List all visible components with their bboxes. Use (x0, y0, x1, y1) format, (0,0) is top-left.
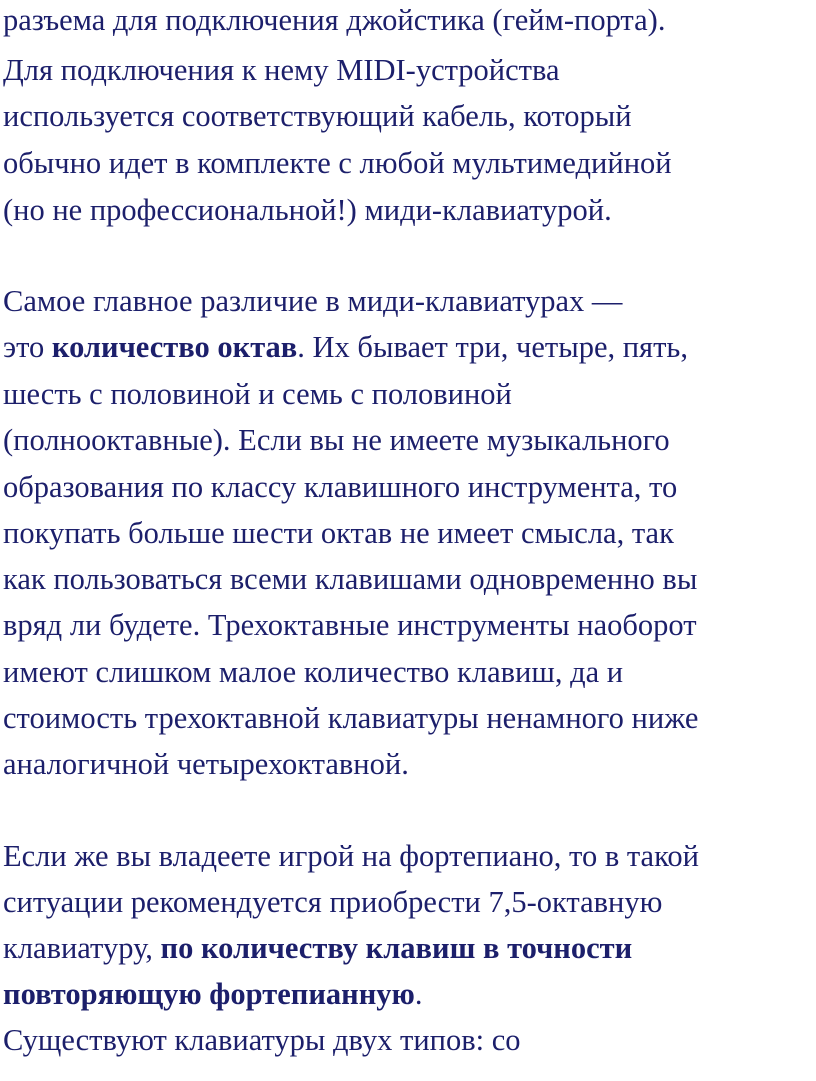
text-line (3, 329, 688, 365)
text-run: клавиатуру, (3, 931, 161, 965)
bold-emphasis: по количеству клавиш в точности (160, 931, 633, 965)
text-line: вряд ли будете. Трехоктавные инструменты наоборот (3, 608, 697, 642)
text-line: Самое главное различие в миди-клавиатурах — (3, 284, 623, 318)
text-line (3, 930, 632, 966)
bold-emphasis: количество октав (51, 330, 298, 364)
text-line: образования по классу клавишного инструмента, то (3, 470, 678, 504)
text-line: Для подключения к нему MIDI-устройства (3, 53, 560, 87)
text-line: Если же вы владеете игрой на фортепиано, то в такой (3, 839, 699, 873)
text-line (3, 976, 422, 1012)
text-line: разъема для подключения джойстика (гейм-порта). (3, 3, 666, 37)
text-line: покупать больше шести октав не имеет смысла, так (3, 516, 674, 550)
text-line: обычно идет в комплекте с любой мультимедийной (3, 146, 672, 180)
text-line: используется соответствующий кабель, который (3, 99, 632, 133)
text-line: (но не профессиональной!) миди-клавиатурой. (3, 193, 612, 227)
text-line: имеют слишком малое количество клавиш, да и (3, 655, 624, 689)
text-line: ситуации рекомендуется приобрести 7,5-октавную (3, 885, 663, 919)
text-run: это (3, 330, 52, 364)
text-line: аналогичной четырехоктавной. (3, 747, 409, 781)
text-line: Существуют клавиатуры двух типов: со (3, 1023, 521, 1057)
text-line: стоимость трехоктавной клавиатуры ненамного ниже (3, 701, 699, 735)
text-run: . (414, 977, 423, 1011)
bold-emphasis: повторяющую фортепианную (3, 977, 415, 1011)
text-line: как пользоваться всеми клавишами одновременно вы (3, 562, 698, 596)
text-line: шесть с половиной и семь с половиной (3, 377, 512, 411)
text-run: . Их бывает три, четыре, пять, (297, 330, 688, 364)
text-line: (полнооктавные). Если вы не имеете музыкального (3, 423, 670, 457)
